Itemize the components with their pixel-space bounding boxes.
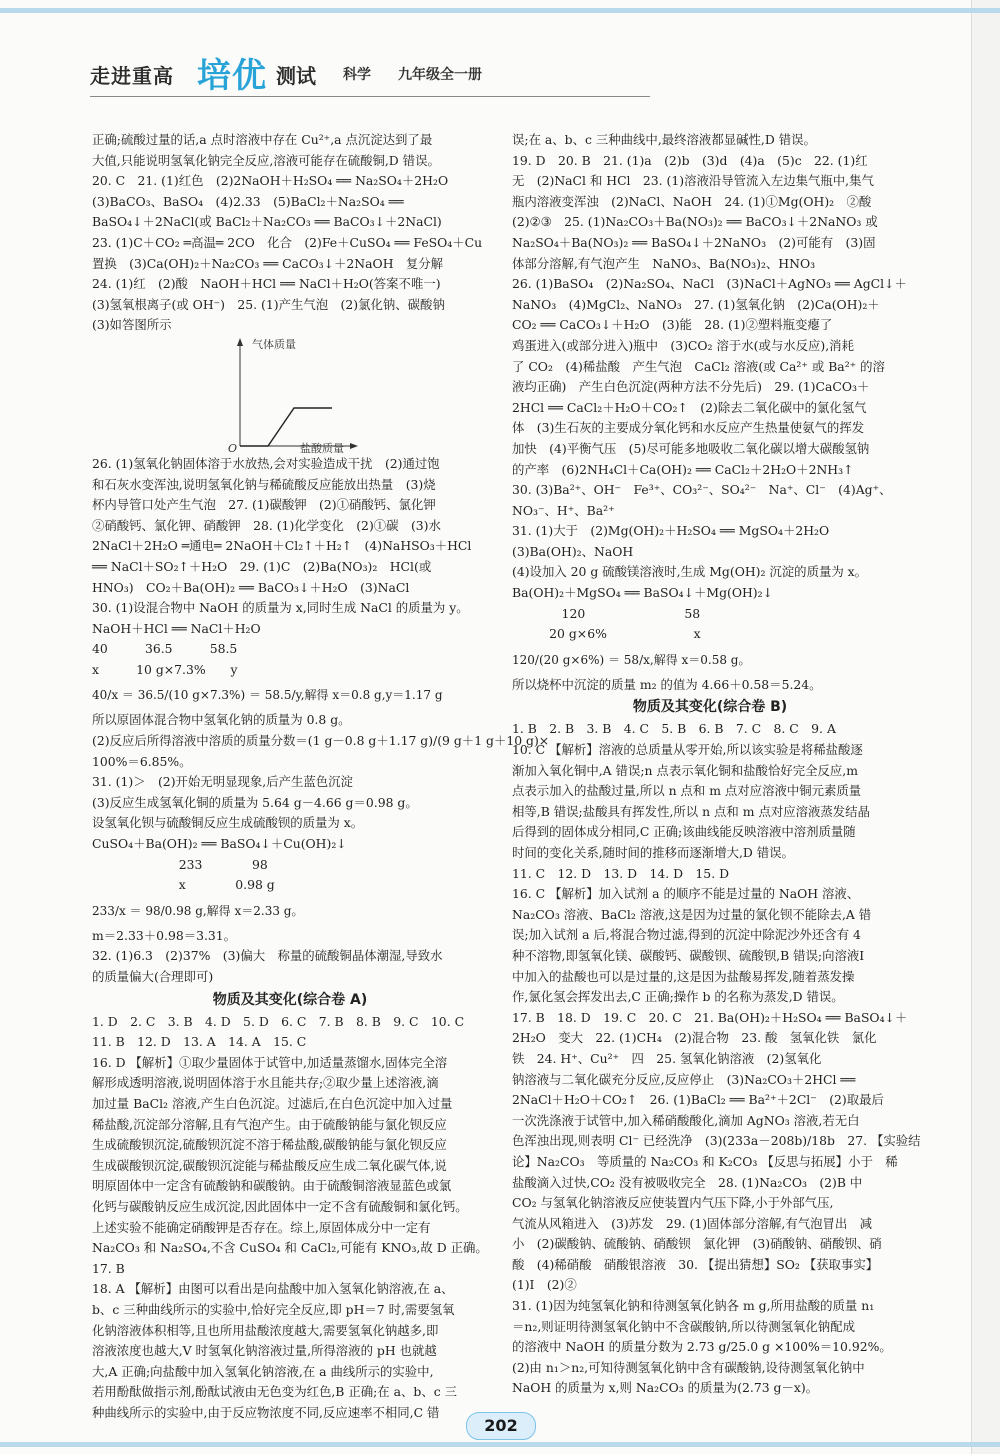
text-line: CuSO₄＋Ba(OH)₂ ══ BaSO₄↓＋Cu(OH)₂↓ xyxy=(92,836,347,852)
text-line: 20. C 21. (1)红色 (2)2NaOH＋H₂SO₄ ══ Na₂SO₄＋2H₂O xyxy=(92,173,449,189)
text-line: 铁 24. H⁺、Cu²⁺ 四 25. 氢氧化钠溶液 (2)氢氧化 xyxy=(512,1050,822,1066)
text-line: 30. (3)Ba²⁺、OH⁻ Fe³⁺、CO₃²⁻、SO₄²⁻ Na⁺、Cl⁻ (4)Ag⁺、 xyxy=(512,482,892,498)
text-line: 24. (1)红 (2)酸 NaOH＋HCl ══ NaCl＋H₂O(答案不唯一) xyxy=(92,276,441,292)
text-line: 的溶液中 NaOH 的质量分数为 2.73 g/25.0 g ×100%＝10.92%。 xyxy=(512,1339,892,1355)
text-line: 鸡蛋进入(或部分进入)瓶中 (3)CO₂ 溶于水(或与水反应),消耗 xyxy=(512,337,854,353)
subject-label: 科学 xyxy=(343,67,371,83)
text-line: 了 CO₂ (4)稀盐酸 产生气泡 CaCl₂ 溶液(或 Ca²⁺ 或 Ba²⁺ 的溶 xyxy=(512,358,885,374)
text-line: 化钙与碳酸钠反应生成沉淀,因此固体中一定不含有硫酸铜和氯化钙。 xyxy=(92,1198,468,1214)
text-line: 大,A 正确;向盐酸中加入氢氧化钠溶液,在 a 曲线所示的实验中, xyxy=(92,1363,434,1379)
text-line: ②硝酸钙、氯化钾、硝酸钾 28. (1)化学变化 (2)①碳 (3)水 xyxy=(92,517,441,533)
text-line: 的质量偏大(合理即可) xyxy=(92,969,214,984)
text-line: 30. (1)设混合物中 NaOH 的质量为 x,同时生成 NaCl 的质量为 y。 xyxy=(92,600,469,616)
text-line: NaOH 的质量为 x,则 Na₂CO₃ 的质量为(2.73 g－x)。 xyxy=(512,1380,819,1396)
text-line: 上述实验不能确定硝酸钾是否存在。综上,原固体成分中一定有 xyxy=(92,1219,431,1235)
grade-label: 九年级全一册 xyxy=(398,67,482,83)
answer-block-5 xyxy=(92,1012,488,1424)
text-line: NaOH＋HCl ══ NaCl＋H₂O xyxy=(92,620,261,636)
text-line: 气流从风箱进入 (3)苏发 29. (1)固体部分溶解,有气泡冒出 减 xyxy=(512,1215,873,1231)
text-line: 时间的变化关系,随时间的推移而逐渐增大,D 错误。 xyxy=(512,845,794,860)
text-line: 小 (2)碳酸钠、硫酸钠、硝酸钡 氯化钾 (3)硝酸钠、硝酸钡、硝 xyxy=(512,1236,882,1252)
text-line: x 0.98 g xyxy=(92,877,275,893)
text-line: (2)②③ 25. (1)Na₂CO₃＋Ba(NO₃)₂ ══ BaCO₃↓＋2NaNO₃ 或 xyxy=(512,214,878,230)
text-line: 解形成透明溶液,说明固体溶于水且能共存;②取少量上述溶液,滴 xyxy=(92,1075,439,1091)
chart-gas-curve xyxy=(240,408,332,446)
text-line: 16. C 【解析】加入试剂 a 的顺序不能是过量的 NaOH 溶液、 xyxy=(512,886,860,902)
chart-y-label: 气体质量 xyxy=(252,337,296,351)
text-line: x 10 g×7.3% y xyxy=(92,661,238,677)
text-line: 2HCl ══ CaCl₂＋H₂O＋CO₂↑ (2)除去二氧化碳中的氯化氢气 xyxy=(512,399,867,415)
chart-x-label: 盐酸质量 xyxy=(300,441,344,454)
text-line: 生成碳酸钡沉淀,碳酸钡沉淀能与稀盐酸反应生成二氧化碳气体,说 xyxy=(92,1157,447,1173)
text-line: 大值,只能说明氢氧化钠完全反应,溶液可能存在硫酸铜,D 错误。 xyxy=(92,152,440,168)
text-line: 无 (2)NaCl 和 HCl 23. (1)溶液沿导管流入左边集气瓶中,集气 xyxy=(512,173,874,189)
text-line: 31. (1)因为纯氢氧化钠和待测氢氧化钠各 m g,所用盐酸的质量 n₁ xyxy=(512,1298,875,1314)
text-line: 18. A 【解析】由图可以看出是向盐酸中加入氢氧化钠溶液,在 a、 xyxy=(92,1281,454,1297)
answer-block-6 xyxy=(512,130,908,645)
text-line: 19. D 20. B 21. (1)a (2)b (3)d (4)a (5)c 22. (1)红 xyxy=(512,152,868,168)
right-column xyxy=(512,130,921,1399)
text-line: 26. (1)氢氧化钠固体溶于水放热,会对实验造成干扰 (2)通过饱 xyxy=(92,455,440,471)
text-line: 233 98 xyxy=(92,856,268,872)
section-title-b: 物质及其变化(综合卷 B) xyxy=(632,699,788,716)
series-title-highlight: 培优 xyxy=(197,56,267,96)
page-number: 202 xyxy=(466,1412,536,1440)
text-line: 正确;硫酸过量的话,a 点时溶液中存在 Cu²⁺,a 点沉淀达到了最 xyxy=(92,132,433,147)
text-line: 10. C 【解析】溶液的总质量从零开始,所以该实验是将稀盐酸逐 xyxy=(512,742,863,758)
text-line: 120 58 xyxy=(512,605,701,621)
text-line: 11. B 12. D 13. A 14. A 15. C xyxy=(92,1034,307,1050)
text-line: (3)Ba(OH)₂、NaOH xyxy=(512,543,634,559)
text-line: m＝2.33＋0.98＝3.31。 xyxy=(92,927,237,943)
answer-block-8 xyxy=(512,719,921,1399)
text-line: 误;加入试剂 a 后,将混合物过滤,得到的沉淀中除泥沙外还含有 4 xyxy=(512,927,861,943)
page-header xyxy=(90,48,690,102)
answer-chart xyxy=(92,336,492,454)
section-title-a: 物质及其变化(综合卷 A) xyxy=(212,991,368,1008)
chart-origin: O xyxy=(228,441,238,454)
text-line: 40 36.5 58.5 xyxy=(92,641,238,657)
text-line: 32. (1)6.3 (2)37% (3)偏大 称量的硫酸铜晶体潮湿,导致水 xyxy=(92,948,443,964)
text-line: 1. B 2. B 3. B 4. C 5. B 6. B 7. C 8. C 9. A xyxy=(512,721,836,737)
text-line: (3)BaCO₃、BaSO₄ (4)2.33 (5)BaCl₂＋Na₂SO₄ ══ xyxy=(92,193,404,209)
text-line: (3)氢氧根离子(或 OH⁻) 25. (1)产生气泡 (2)氯化钠、碳酸钠 xyxy=(92,296,445,312)
text-line: 杯内导管口处产生气泡 27. (1)碳酸钾 (2)①硝酸钙、氯化钾 xyxy=(92,497,436,513)
text-line: NaNO₃ (4)MgCl₂、NaNO₃ 27. (1)氢氧化钠 (2)Ca(OH)₂＋ xyxy=(512,296,880,312)
text-line: 17. B 18. D 19. C 20. C 21. Ba(OH)₂＋H₂SO₄ ══ BaSO₄↓＋ xyxy=(512,1009,908,1025)
text-line: 盐酸滴入过快,CO₂ 没有被吸收完全 28. (1)Na₂CO₃ (2)B 中 xyxy=(512,1174,863,1190)
text-line: 31. (1)＞ (2)开始无明显现象,后产生蓝色沉淀 xyxy=(92,774,353,790)
text-line: BaSO₄↓＋2NaCl(或 BaCl₂＋Na₂CO₃ ══ BaCO₃↓＋2NaCl) xyxy=(92,214,442,230)
text-line: 加快 (4)平衡气压 (5)尽可能多地吸收二氧化碳以增大碳酸氢钠 xyxy=(512,440,870,456)
text-line: 渐加入氧化铜中,A 错误;n 点表示氧化铜和盐酸恰好完全反应,m xyxy=(512,762,858,778)
text-line: 一次洗涤液于试管中,加入稀硝酸酸化,滴加 AgNO₃ 溶液,若无白 xyxy=(512,1112,860,1128)
text-line: 作,氯化氢会挥发出去,C 正确;操作 b 的名称为蒸发,D 错误。 xyxy=(512,989,844,1005)
bottom-decor-bar xyxy=(0,1442,1000,1447)
text-line: 20 g×6% x xyxy=(512,626,701,642)
text-line: ══ NaCl＋SO₂↑＋H₂O 29. (1)C (2)Ba(NO₃)₂ HCl(或 xyxy=(92,558,432,574)
text-line: 26. (1)BaSO₄ (2)Na₂SO₄、NaCl (3)NaCl＋AgNO₃ ══ AgCl↓＋ xyxy=(512,276,907,292)
text-line: (2)由 n₁＞n₂,可知待测氢氧化钠中含有碳酸钠,设待测氢氧化钠中 xyxy=(512,1359,865,1375)
text-line: 17. B xyxy=(92,1260,125,1276)
text-line: 点表示加入的盐酸过量,所以 n 点和 m 点对应溶液中铜元素质量 xyxy=(512,783,862,799)
series-title-test: 测试 xyxy=(276,64,316,88)
header-divider xyxy=(90,96,650,97)
text-line: 溶液浓度也越大,V 时氢氧化钠溶液过量,所得溶液的 pH 也就越 xyxy=(92,1343,437,1359)
text-line: (3)反应生成氢氧化铜的质量为 5.64 g－4.66 g＝0.98 g。 xyxy=(92,794,418,810)
text-line: 生成硫酸钡沉淀,硫酸钡沉淀不溶于稀盐酸,碳酸钠能与氯化钡反应 xyxy=(92,1137,447,1153)
text-line: 100%＝6.85%。 xyxy=(92,753,192,769)
answer-block-4 xyxy=(92,926,488,988)
answer-block-1 xyxy=(92,130,488,336)
text-line: 后得到的固体成分相同,C 正确;该曲线能反映溶液中溶剂质量随 xyxy=(512,824,856,840)
text-line: 2NaCl＋2H₂O ═通电═ 2NaOH＋Cl₂↑＋H₂↑ (4)NaHSO₃＋HCl xyxy=(92,538,472,554)
text-line: Na₂CO₃ 和 Na₂SO₄,不含 CuSO₄ 和 CaCl₂,可能有 KNO₃,故 D 正确。 xyxy=(92,1240,488,1256)
text-line: 31. (1)大于 (2)Mg(OH)₂＋H₂SO₄ ══ MgSO₄＋2H₂O xyxy=(512,523,830,539)
top-decor-bar xyxy=(0,8,1000,13)
text-line: Ba(OH)₂＋MgSO₄ ══ BaSO₄↓＋Mg(OH)₂↓ xyxy=(512,585,773,601)
text-line: 23. (1)C＋CO₂ ═高温═ 2CO 化合 (2)Fe＋CuSO₄ ══ FeSO₄＋Cu xyxy=(92,234,483,250)
text-line: 瓶内溶液变浑浊 (2)NaCl、NaOH 24. (1)①Mg(OH)₂ ②酸 xyxy=(512,193,872,209)
text-line: 中加入的盐酸也可以是过量的,这是因为盐酸易挥发,随着蒸发操 xyxy=(512,968,855,984)
text-line: CO₂ ══ CaCO₃↓＋H₂O (3)能 28. (1)②塑料瓶变瘪了 xyxy=(512,317,833,333)
text-line: 所以原固体混合物中氢氧化钠的质量为 0.8 g。 xyxy=(92,712,351,728)
text-line: 种曲线所示的实验中,由于反应物浓度不同,反应速率不相同,C 错 xyxy=(92,1404,440,1420)
text-line: HNO₃) CO₂＋Ba(OH)₂ ══ BaCO₃↓＋H₂O (3)NaCl xyxy=(92,579,410,595)
answer-block-2 xyxy=(92,454,488,681)
text-line: 体部分溶解,有气泡产生 NaNO₃、Ba(NO₃)₂、HNO₃ xyxy=(512,255,816,271)
text-line: 钠溶液与二氧化碳充分反应,反应停止 (3)Na₂CO₃＋2HCl ══ xyxy=(512,1071,856,1087)
text-line: 16. D 【解析】①取少量固体于试管中,加适量蒸馏水,固体完全溶 xyxy=(92,1054,448,1070)
gas-mass-chart xyxy=(92,336,492,454)
text-line: 置换 (3)Ca(OH)₂＋Na₂CO₃ ══ CaCO₃↓＋2NaOH 复分解 xyxy=(92,255,444,271)
chart-y-arrow xyxy=(237,338,243,346)
text-line: 明原固体中一定含有硫酸钠和碳酸钠。由于硫酸铜溶液显蓝色或氯 xyxy=(92,1178,452,1194)
text-line: 2NaCl＋H₂O＋CO₂↑ 26. (1)BaCl₂ ══ Ba²⁺＋2Cl⁻ (2)取最后 xyxy=(512,1092,884,1108)
text-line: Na₂CO₃ 溶液、BaCl₂ 溶液,这是因为过量的氯化钡不能除去,A 错 xyxy=(512,906,872,922)
text-line: 论】Na₂CO₃ 等质量的 Na₂CO₃ 和 K₂CO₃ 【反思与拓展】小于 稀 xyxy=(512,1153,898,1169)
text-line: b、c 三种曲线所示的实验中,恰好完全反应,即 pH＝7 时,需要氢氧 xyxy=(92,1301,455,1317)
text-line: 稀盐酸,沉淀部分溶解,且有气泡产生。由于硫酸钠能与氯化钡反应 xyxy=(92,1116,447,1132)
text-line: ＝n₂,则证明待测氢氧化钠中不含碳酸钠,所以待测氢氧化钠配成 xyxy=(512,1318,855,1334)
text-line: 体 (3)生石灰的主要成分氧化钙和水反应产生热量使氨气的挥发 xyxy=(512,420,865,436)
fraction-equation-1: 40/x ＝ 36.5/(10 g×7.3%) ＝ 58.5/y,解得 x＝0.8 g,y＝1.17 g xyxy=(92,688,443,703)
text-line: CO₂ 与氢氧化钠溶液反应使装置内气压下降,小于外部气压, xyxy=(512,1195,834,1211)
text-line: 设氢氧化钡与硫酸铜反应生成硫酸钡的质量为 x。 xyxy=(92,815,364,831)
text-line: 酸 (4)稀硝酸 硝酸银溶液 30. 【提出猜想】SO₂ 【获取事实】 xyxy=(512,1256,879,1272)
text-line: 相等,B 错误;盐酸具有挥发性,所以 n 点和 m 点对应溶液蒸发结晶 xyxy=(512,803,870,819)
text-line: 的产率 (6)2NH₄Cl＋Ca(OH)₂ ══ CaCl₂＋2H₂O＋2NH₃↑ xyxy=(512,461,854,477)
text-line: (1)Ⅰ (2)② xyxy=(512,1277,577,1293)
text-line: 2H₂O 变大 22. (1)CH₄ (2)混合物 23. 酸 氢氧化铁 氯化 xyxy=(512,1030,877,1046)
text-line: 所以烧杯中沉淀的质量 m₂ 的值为 4.66＋0.58＝5.24。 xyxy=(512,676,822,692)
chart-x-arrow xyxy=(350,443,358,449)
text-line: 化钠溶液体积相等,且也所用盐酸浓度越大,需要氢氧化钠越多,即 xyxy=(92,1322,439,1338)
text-line: (3)如答图所示 xyxy=(92,317,172,333)
fraction-equation-3: 120/(20 g×6%) ＝ 58/x,解得 x＝0.58 g。 xyxy=(512,652,751,667)
text-line: 若用酚酞做指示剂,酚酞试液由无色变为红色,B 正确;在 a、b、c 三 xyxy=(92,1384,457,1400)
answer-block-7 xyxy=(512,675,908,696)
text-line: 液均正确) 产生白色沉淀(两种方法不分先后) 29. (1)CaCO₃＋ xyxy=(512,379,870,395)
text-line: 加过量 BaCl₂ 溶液,产生白色沉淀。过滤后,在白色沉淀中加入过量 xyxy=(92,1095,453,1111)
text-line: 色浑浊出现,则表明 Cl⁻ 已经洗净 (3)(233a－208b)/18b 27. 【实验结 xyxy=(512,1133,921,1149)
fraction-equation-2: 233/x ＝ 98/0.98 g,解得 x＝2.33 g。 xyxy=(92,903,304,918)
text-line: (2)反应后所得溶液中溶质的质量分数＝(1 g－0.8 g＋1.17 g)/(9 g＋1 g＋10 g)× xyxy=(92,733,550,749)
series-title: 走进重高 xyxy=(90,64,174,88)
text-line: Na₂SO₄＋Ba(NO₃)₂ ══ BaSO₄↓＋2NaNO₃ (2)可能有 (3)固 xyxy=(512,234,876,250)
text-line: 11. C 12. D 13. D 14. D 15. D xyxy=(512,865,729,881)
text-line: NO₃⁻、H⁺、Ba²⁺ xyxy=(512,502,615,518)
page-edge xyxy=(971,0,1000,1454)
text-line: (4)设加入 20 g 硫酸镁溶液时,生成 Mg(OH)₂ 沉淀的质量为 x。 xyxy=(512,564,868,580)
answer-block-3 xyxy=(92,710,550,895)
text-line: 1. D 2. C 3. B 4. D 5. D 6. C 7. B 8. B 9. C 10. C xyxy=(92,1013,465,1029)
text-line: 误;在 a、b、c 三种曲线中,最终溶液都显碱性,D 错误。 xyxy=(512,132,816,147)
text-line: 和石灰水变浑浊,说明氢氧化钠与稀硫酸反应能放出热量 (3)烧 xyxy=(92,476,436,492)
text-line: 种不溶物,即氢氧化镁、碳酸钙、碳酸钡、硫酸钡,B 错误;向溶液Ⅰ xyxy=(512,947,865,963)
